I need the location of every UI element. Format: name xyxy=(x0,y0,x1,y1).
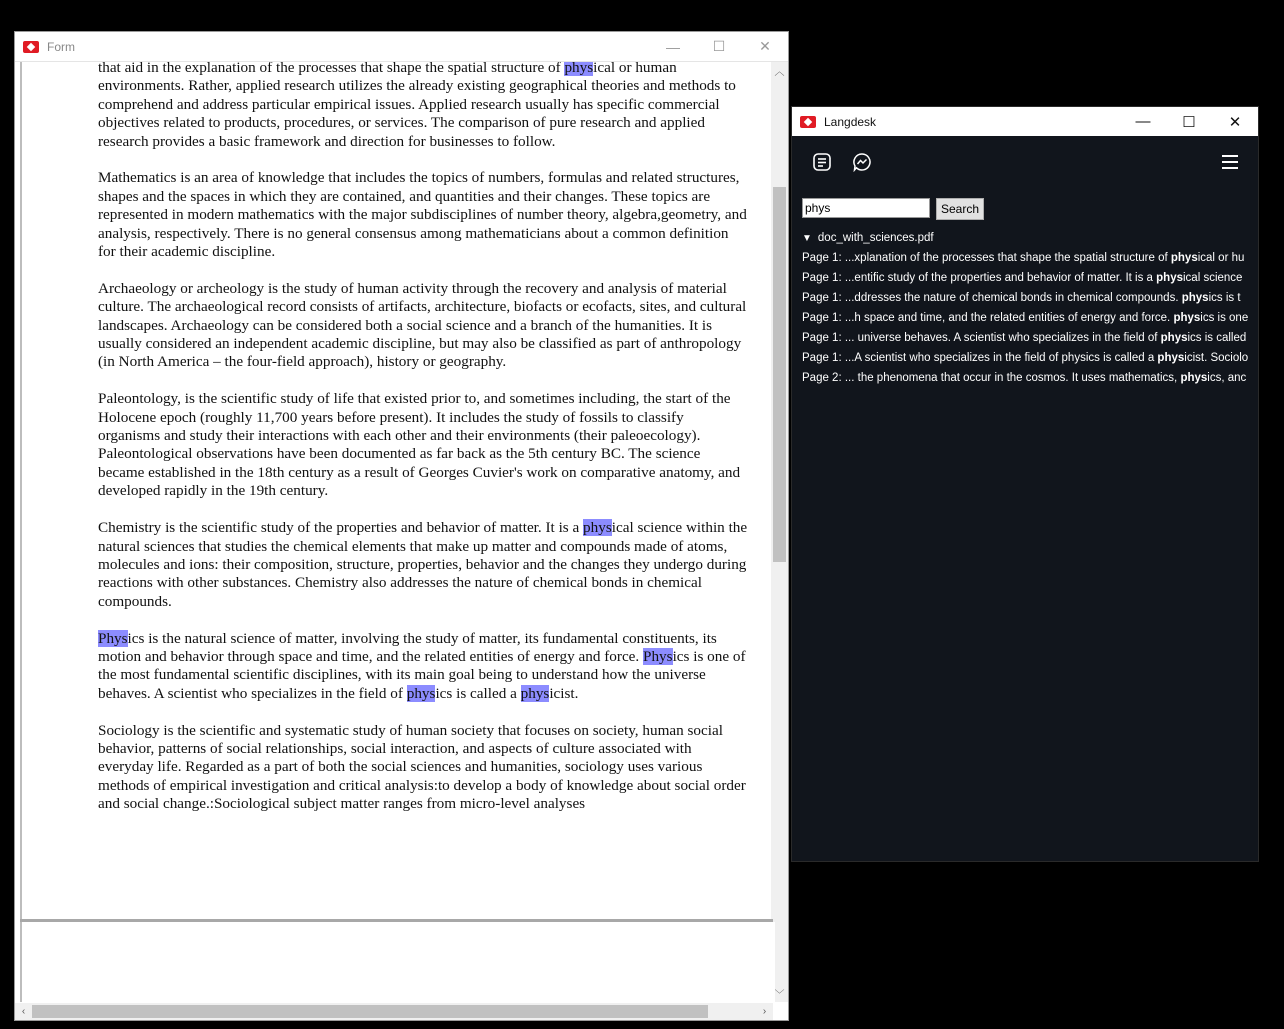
search-highlight: Phys xyxy=(98,629,128,647)
result-match: phys xyxy=(1160,332,1188,344)
paragraph-text: icist. xyxy=(549,684,579,702)
search-result-item[interactable] xyxy=(802,248,1250,268)
result-context-before: ...entific study of the properties and behavior of matter. It is a xyxy=(844,272,1157,284)
form-window xyxy=(14,31,789,1021)
result-match: phys xyxy=(1156,272,1183,284)
scroll-down-icon[interactable]: ﹀ xyxy=(774,990,785,1001)
scroll-right-icon[interactable]: › xyxy=(762,1006,767,1017)
tree-expand-icon[interactable]: ▼ xyxy=(802,232,812,244)
search-highlight: phys xyxy=(406,684,436,702)
search-highlight: phys xyxy=(520,684,550,702)
hamburger-menu-icon[interactable] xyxy=(1222,155,1238,169)
chat-icon[interactable] xyxy=(852,152,872,172)
langdesk-toolbar xyxy=(792,136,1258,188)
document-paragraph xyxy=(98,630,748,704)
search-result-item[interactable] xyxy=(802,268,1250,288)
maximize-button[interactable] xyxy=(1166,107,1212,136)
result-match: phys xyxy=(1170,252,1198,264)
result-context-before: ...xplanation of the processes that shape the spatial structure of xyxy=(844,252,1171,264)
close-button[interactable] xyxy=(742,32,788,61)
result-context-before: ... the phenomena that occur in the cosmos. It uses mathematics, xyxy=(844,372,1181,384)
search-highlight: phys xyxy=(564,62,593,76)
search-bar xyxy=(802,198,984,220)
search-highlight: Phys xyxy=(643,647,673,665)
search-button[interactable]: Search xyxy=(936,198,984,220)
app-logo-icon xyxy=(800,116,816,128)
vertical-scroll-thumb[interactable] xyxy=(773,187,786,562)
document-paragraph xyxy=(98,722,748,814)
lower-pane xyxy=(20,922,775,1002)
document-text xyxy=(98,62,748,832)
scroll-left-icon[interactable]: ‹ xyxy=(21,1006,26,1017)
maximize-icon: ☐ xyxy=(1182,113,1196,131)
paragraph-text: ical science within the natural sciences that studies the chemical elements that make up matter and compounds made of atoms, molecules and ions: their composition, structure, properties, behavior and the changes they undergo during reactions with other substances. Chemistry also addresses the nature of chemical bonds in chemical compounds. xyxy=(98,519,748,610)
close-icon: ✕ xyxy=(1228,113,1242,131)
search-results xyxy=(802,228,1250,388)
result-page-label: Page 1: xyxy=(802,352,845,364)
result-file-name: doc_with_sciences.pdf xyxy=(817,232,934,244)
result-match: phys xyxy=(1157,352,1185,364)
document-paragraph xyxy=(98,62,748,151)
search-input[interactable] xyxy=(802,198,930,218)
form-title-bar[interactable] xyxy=(15,32,788,62)
paragraph-text: Sociology is the scientific and systematic study of human society that focuses on society, human social behavior, patterns of social relationships, social interaction, and aspects of culture associated with everyday life. Regarded as a part of both the social sciences and humanities, sociology uses various methods of empirical investigation and critical analysis:to develop a body of knowledge about social order and social change.:Sociological subject matter ranges from micro-level analyses xyxy=(98,721,746,813)
result-file-node[interactable] xyxy=(802,228,1250,248)
form-window-title: Form xyxy=(47,39,75,54)
result-context-before: ...h space and time, and the related entities of energy and force. xyxy=(844,312,1174,324)
app-logo-icon xyxy=(23,41,39,53)
langdesk-title-bar[interactable] xyxy=(792,107,1258,136)
minimize-button[interactable] xyxy=(650,32,696,61)
result-context-after: icist. Sociolo xyxy=(1184,352,1249,364)
result-context-after: ical science xyxy=(1183,272,1243,284)
maximize-button[interactable] xyxy=(696,32,742,61)
paragraph-text: ical or human environments. Rather, applied research utilizes the already existing geographical theories and methods to comprehend and address particular empirical issues. Applied research usually has specific commercial objectives related to products, procedures, or services. The comparison of pure research and applied research provides a basic framework and direction for businesses to follow. xyxy=(98,62,736,150)
close-icon: ✕ xyxy=(759,38,771,54)
search-result-item[interactable] xyxy=(802,328,1250,348)
result-page-label: Page 1: xyxy=(802,292,845,304)
langdesk-window xyxy=(791,106,1259,862)
search-highlight: phys xyxy=(583,519,612,537)
search-result-item[interactable] xyxy=(802,288,1250,308)
result-match: phys xyxy=(1173,312,1201,324)
document-viewer[interactable] xyxy=(20,62,775,919)
result-context-after: ical or hu xyxy=(1197,252,1245,264)
paragraph-text: Paleontology, is the scientific study of life that existed prior to, and sometimes including, the start of the Holocene epoch (roughly 11,700 years before present). It includes the study of fossils to classify organisms and study their interactions with each other and their environments (their paleoecology). Paleontological observations have been documented as far back as the 5th century BC. The science became established in the 18th century as a result of Georges Cuvier's work on comparative anatomy, and developed rapidly in the 19th century. xyxy=(98,390,741,500)
document-paragraph xyxy=(98,390,748,500)
result-page-label: Page 1: xyxy=(802,332,845,344)
result-page-label: Page 1: xyxy=(802,252,845,264)
paragraph-text: ics is the natural science of matter, involving the study of matter, its fundamental constituents, its motion and behavior through space and time, and the related entities of energy and force. xyxy=(98,629,717,665)
result-context-before: ... universe behaves. A scientist who specializes in the field of xyxy=(844,332,1161,344)
paragraph-text: Chemistry is the scientific study of the properties and behavior of matter. It is a xyxy=(98,519,584,537)
horizontal-scrollbar[interactable] xyxy=(15,1003,773,1020)
paragraph-text: ics is one of the most fundamental scientific disciplines, with its main goal being to understand how the universe behaves. A scientist who specializes in the field of xyxy=(98,647,746,702)
search-result-item[interactable] xyxy=(802,368,1250,388)
search-result-item[interactable] xyxy=(802,348,1250,368)
result-page-label: Page 1: xyxy=(802,272,845,284)
result-context-after: ics is t xyxy=(1208,292,1241,304)
paragraph-text: that aid in the explanation of the processes that shape the spatial structure of xyxy=(98,62,565,76)
result-context-before: ...A scientist who specializes in the field of physics is called a xyxy=(844,352,1158,364)
scroll-up-icon[interactable]: ︿ xyxy=(774,67,785,78)
result-page-label: Page 2: xyxy=(802,372,845,384)
result-match: phys xyxy=(1181,292,1209,304)
document-icon[interactable] xyxy=(812,152,832,172)
minimize-button[interactable] xyxy=(1120,107,1166,136)
paragraph-text: Archaeology or archeology is the study of human activity through the recovery and analysis of material culture. The archaeological record consists of artifacts, architecture, biofacts or ecofacts, sites, and cultural landscapes. Archaeology can be considered both a social science and a branch of the humanities. It is usually considered an independent academic discipline, but may also be classified as part of anthropology (in North America – the four-field approach), history or geography. xyxy=(98,279,747,371)
paragraph-text: ics is called a xyxy=(435,684,521,702)
result-context-after: ics is one xyxy=(1200,312,1249,324)
search-result-item[interactable] xyxy=(802,308,1250,328)
result-match: phys xyxy=(1180,372,1208,384)
horizontal-scroll-thumb[interactable] xyxy=(32,1005,708,1018)
document-paragraph xyxy=(98,519,748,611)
result-context-after: ics, anc xyxy=(1207,372,1247,384)
maximize-icon: ☐ xyxy=(712,38,726,54)
vertical-scrollbar[interactable] xyxy=(771,62,788,1002)
result-context-after: ics is called xyxy=(1187,332,1247,344)
result-context-before: ...ddresses the nature of chemical bonds in chemical compounds. xyxy=(844,292,1182,304)
document-paragraph xyxy=(98,169,748,261)
minimize-icon: — xyxy=(666,38,680,55)
result-page-label: Page 1: xyxy=(802,312,845,324)
minimize-icon: — xyxy=(1135,113,1151,130)
langdesk-window-title: Langdesk xyxy=(824,114,877,129)
document-paragraph xyxy=(98,280,748,372)
paragraph-text: Mathematics is an area of knowledge that includes the topics of numbers, formulas and related structures, shapes and the spaces in which they are contained, and quantities and their changes. These topics are represented in modern mathematics with the major subdisciplines of number theory, algebra,geometry, and analysis, respectively. There is no general consensus among mathematicians about a common definition for their academic discipline. xyxy=(98,169,747,261)
close-button[interactable] xyxy=(1212,107,1258,136)
